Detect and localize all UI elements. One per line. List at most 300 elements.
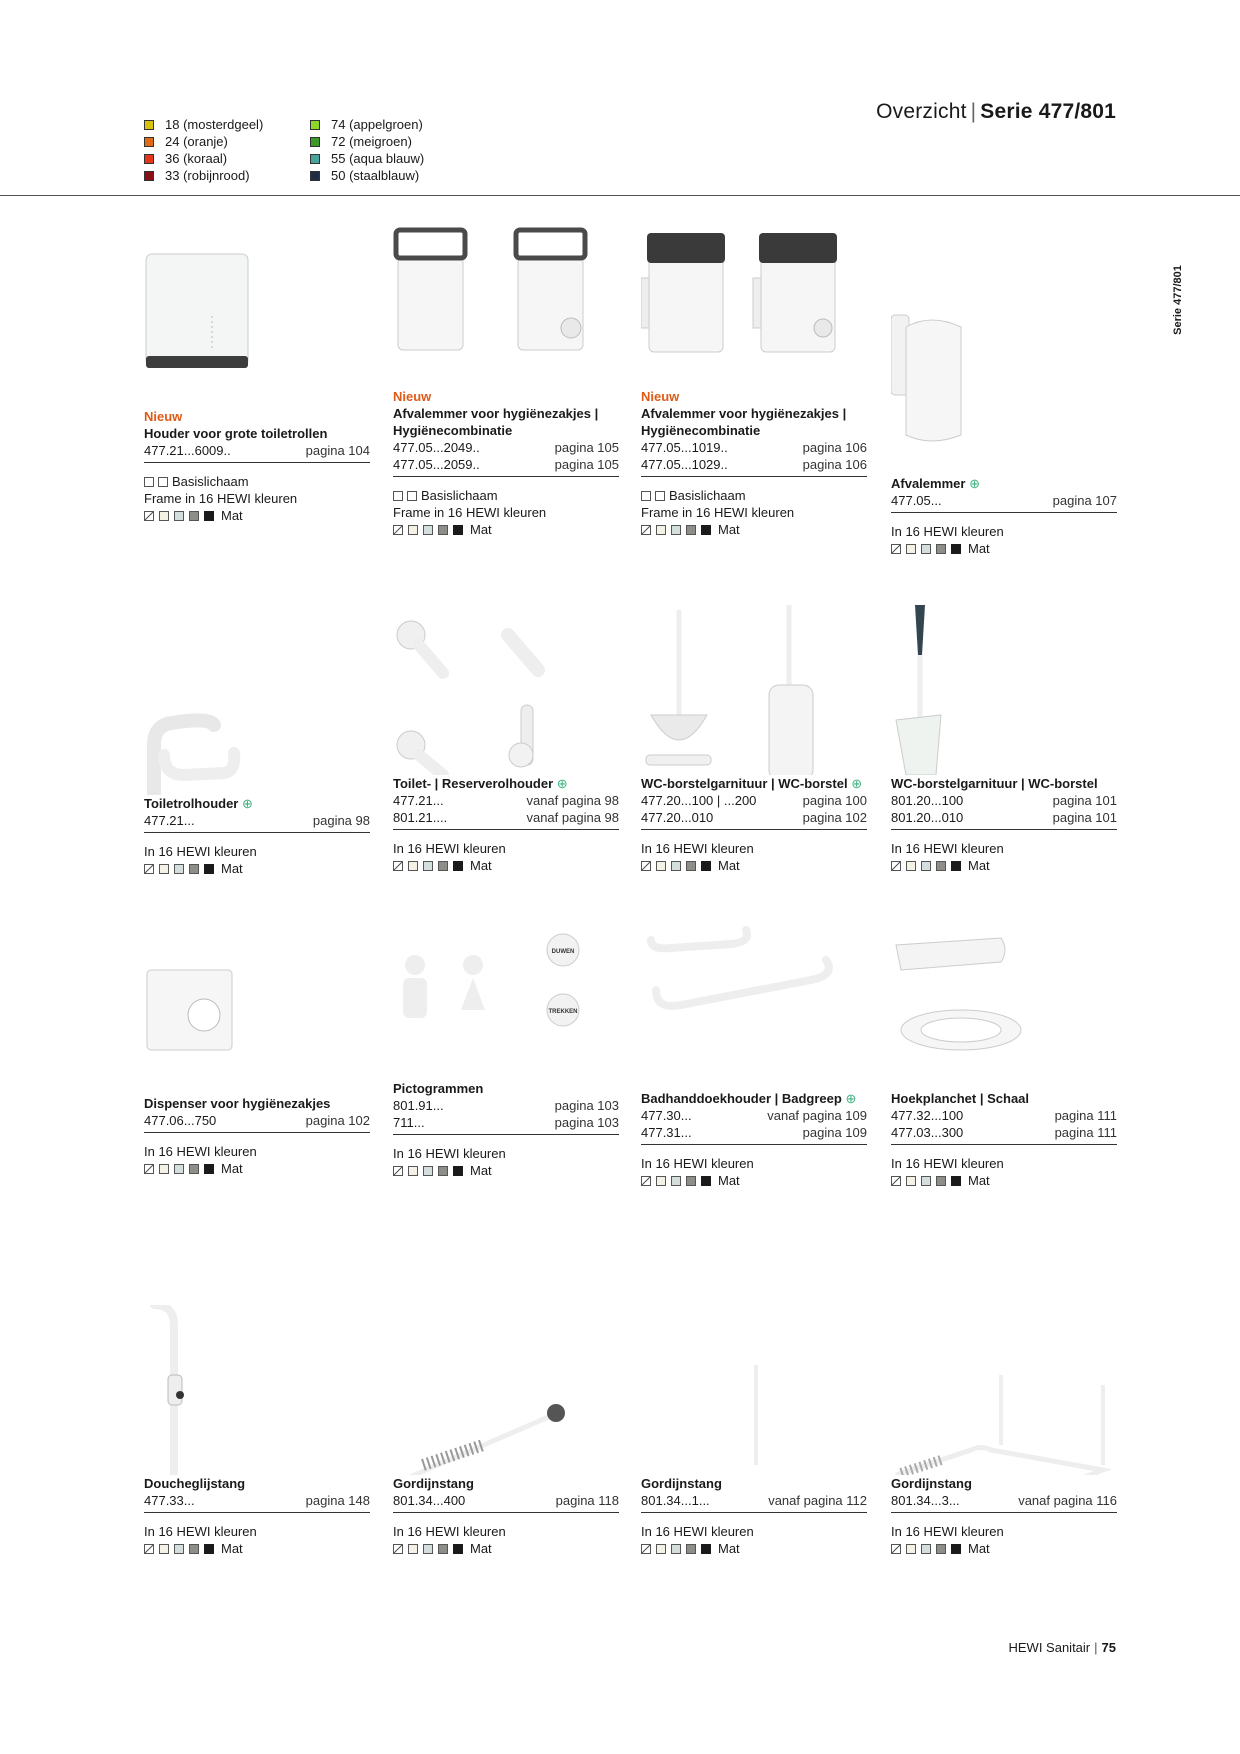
swatch-label: Mat <box>718 522 740 537</box>
product-card <box>144 238 370 524</box>
finish-swatches <box>144 1540 370 1557</box>
swatch-appelgroen <box>310 120 320 130</box>
product-info <box>144 473 370 524</box>
product-refs <box>393 1097 619 1135</box>
product-title: Toilet- | Reserverolhouder ⊕ <box>393 776 568 791</box>
product-info <box>891 1523 1117 1557</box>
product-ref <box>144 1492 370 1509</box>
product-image <box>641 1305 867 1475</box>
product-ref <box>891 1124 1117 1141</box>
page-reference: pagina 107 <box>1052 493 1117 508</box>
product-title: Houder voor grote toiletrollen <box>144 426 328 441</box>
swatch-label: Mat <box>718 858 740 873</box>
swatch-white-icon <box>655 491 665 501</box>
page-reference: vanaf pagina 109 <box>767 1108 867 1123</box>
page-reference: vanaf pagina 98 <box>526 810 619 825</box>
finish-swatches <box>641 857 867 874</box>
product-ref <box>641 809 867 826</box>
page-reference: pagina 100 <box>802 793 867 808</box>
info-line-1: In 16 HEWI kleuren <box>641 1156 754 1171</box>
article-number: 477.21...6009.. <box>144 443 231 458</box>
article-number: 477.21... <box>393 793 444 808</box>
page-reference: pagina 101 <box>1052 810 1117 825</box>
finish-swatches <box>144 507 370 524</box>
swatch-cream-icon <box>159 1544 169 1554</box>
product-ref <box>641 1107 867 1124</box>
page-reference: pagina 102 <box>802 810 867 825</box>
page-footer: HEWI Sanitair | 75 <box>1008 1640 1116 1655</box>
swatch-label: Mat <box>470 522 492 537</box>
info-line-1: In 16 HEWI kleuren <box>891 841 1004 856</box>
finish-swatches <box>393 857 619 874</box>
product-image <box>891 605 1117 775</box>
product-info <box>393 487 619 538</box>
page-reference: vanaf pagina 116 <box>1018 1493 1117 1508</box>
page-title: Overzicht | Serie 477/801 <box>876 100 1116 123</box>
article-number: 477.05...1019.. <box>641 440 728 455</box>
swatch-grey-icon <box>189 1544 199 1554</box>
article-number: 801.34...400 <box>393 1493 466 1508</box>
swatch-cream-icon <box>906 1176 916 1186</box>
product-ref <box>144 812 370 829</box>
product-title: Dispenser voor hygiënezakjes <box>144 1096 331 1111</box>
article-number: 477.05... <box>891 493 942 508</box>
swatch-black-icon <box>951 1176 961 1186</box>
swatch-cream-icon <box>408 1166 418 1176</box>
product-info <box>144 1523 370 1557</box>
swatch-grey-icon <box>438 1544 448 1554</box>
swatch-none-icon <box>641 1544 651 1554</box>
product-ref <box>144 442 370 459</box>
product-card <box>393 910 619 1179</box>
svg-text:DUWEN: DUWEN <box>551 949 575 955</box>
swatch-black-icon <box>204 864 214 874</box>
new-badge: Nieuw <box>393 389 432 404</box>
swatch-none-icon <box>393 525 403 535</box>
info-line-1: In 16 HEWI kleuren <box>393 1524 506 1539</box>
product-title: Gordijnstang <box>393 1476 474 1491</box>
page-reference: pagina 109 <box>802 1125 867 1140</box>
swatch-black-icon <box>204 511 214 521</box>
color-legend-right <box>310 116 424 184</box>
product-card <box>393 218 619 538</box>
product-ref <box>891 1107 1117 1124</box>
swatch-ice-icon <box>921 861 931 871</box>
product-info <box>393 1145 619 1179</box>
article-number: 477.30... <box>641 1108 692 1123</box>
swatch-grey-icon <box>936 861 946 871</box>
article-number: 801.91... <box>393 1098 444 1113</box>
product-image <box>393 910 619 1080</box>
info-line-2: Frame in 16 HEWI kleuren <box>393 505 547 520</box>
swatch-mosterdgeel <box>144 120 154 130</box>
article-number: 801.21.... <box>393 810 448 825</box>
swatch-meigroen <box>310 137 320 147</box>
product-image <box>393 1305 619 1475</box>
product-image <box>144 625 370 795</box>
legend-item: 33 (robijnrood) <box>144 167 263 184</box>
swatch-none-icon <box>641 491 651 501</box>
product-refs <box>891 1107 1117 1145</box>
product-refs <box>641 1492 867 1513</box>
finish-swatches <box>144 860 370 877</box>
add-on-icon: ⊕ <box>851 776 863 791</box>
page-reference: pagina 98 <box>312 813 370 828</box>
swatch-cream-icon <box>408 1544 418 1554</box>
swatch-ice-icon <box>423 525 433 535</box>
product-ref <box>393 1097 619 1114</box>
finish-swatches <box>144 1160 370 1177</box>
swatch-aqua-blauw <box>310 154 320 164</box>
swatch-ice-icon <box>423 861 433 871</box>
finish-swatches <box>393 1540 619 1557</box>
product-ref <box>891 492 1117 509</box>
swatch-black-icon <box>701 525 711 535</box>
article-number: 477.31... <box>641 1125 692 1140</box>
product-card <box>641 1305 867 1557</box>
header-divider <box>0 195 1240 196</box>
legend-item: 74 (appelgroen) <box>310 116 424 133</box>
article-number: 477.32...100 <box>891 1108 964 1123</box>
swatch-none-icon <box>144 477 154 487</box>
swatch-black-icon <box>701 861 711 871</box>
swatch-white-icon <box>158 477 168 487</box>
product-info <box>891 1155 1117 1189</box>
article-number: 477.05...2049.. <box>393 440 480 455</box>
add-on-icon: ⊕ <box>556 776 568 791</box>
swatch-black-icon <box>453 861 463 871</box>
swatch-black-icon <box>453 525 463 535</box>
product-image <box>641 218 867 388</box>
swatch-white-icon <box>407 491 417 501</box>
swatch-black-icon <box>951 544 961 554</box>
product-refs <box>393 439 619 477</box>
product-ref <box>393 1492 619 1509</box>
product-card <box>393 605 619 874</box>
swatch-cream-icon <box>906 1544 916 1554</box>
swatch-black-icon <box>453 1544 463 1554</box>
product-ref <box>891 1492 1117 1509</box>
finish-swatches <box>641 1540 867 1557</box>
swatch-ice-icon <box>174 1164 184 1174</box>
swatch-none-icon <box>891 1176 901 1186</box>
page-reference: vanaf pagina 112 <box>768 1493 867 1508</box>
product-image <box>393 218 619 388</box>
article-number: 711... <box>393 1115 425 1130</box>
article-number: 477.33... <box>144 1493 195 1508</box>
info-line-2: Frame in 16 HEWI kleuren <box>641 505 795 520</box>
swatch-grey-icon <box>189 1164 199 1174</box>
swatch-label: Mat <box>968 1541 990 1556</box>
swatch-label: Mat <box>718 1173 740 1188</box>
product-info <box>144 1143 370 1177</box>
product-card <box>891 920 1117 1189</box>
swatch-ice-icon <box>174 511 184 521</box>
swatch-black-icon <box>701 1176 711 1186</box>
legend-item: 36 (koraal) <box>144 150 263 167</box>
swatch-grey-icon <box>189 864 199 874</box>
product-image <box>144 1305 370 1475</box>
swatch-black-icon <box>453 1166 463 1176</box>
swatch-label: Mat <box>968 1173 990 1188</box>
legend-item: 24 (oranje) <box>144 133 263 150</box>
product-ref <box>891 809 1117 826</box>
info-line-1: In 16 HEWI kleuren <box>393 1146 506 1161</box>
info-line-1: In 16 HEWI kleuren <box>641 841 754 856</box>
swatch-black-icon <box>951 861 961 871</box>
swatch-ice-icon <box>174 1544 184 1554</box>
info-line-1: In 16 HEWI kleuren <box>891 1524 1004 1539</box>
swatch-label: Mat <box>968 858 990 873</box>
swatch-black-icon <box>951 1544 961 1554</box>
swatch-none-icon <box>144 864 154 874</box>
swatch-none-icon <box>641 1176 651 1186</box>
page-reference: pagina 105 <box>554 440 619 455</box>
swatch-none-icon <box>393 1544 403 1554</box>
product-info <box>641 1523 867 1557</box>
product-title: Toiletrolhouder ⊕ <box>144 796 253 811</box>
swatch-grey-icon <box>686 525 696 535</box>
page-reference: pagina 103 <box>554 1098 619 1113</box>
article-number: 801.20...010 <box>891 810 964 825</box>
page-reference: pagina 148 <box>305 1493 370 1508</box>
swatch-none-icon <box>641 861 651 871</box>
swatch-label: Mat <box>470 1163 492 1178</box>
info-line-1: Basislichaam <box>641 487 867 504</box>
info-line-1: Basislichaam <box>393 487 619 504</box>
product-info <box>891 840 1117 874</box>
page-reference: pagina 105 <box>554 457 619 472</box>
swatch-label: Mat <box>221 1541 243 1556</box>
swatch-ice-icon <box>423 1166 433 1176</box>
finish-swatches <box>891 540 1117 557</box>
product-refs <box>144 1492 370 1513</box>
product-image <box>393 605 619 775</box>
product-image <box>641 920 867 1090</box>
product-title: WC-borstelgarnituur | WC-borstel ⊕ <box>641 776 863 791</box>
info-line-1: In 16 HEWI kleuren <box>144 844 257 859</box>
product-card <box>144 1305 370 1557</box>
product-ref <box>144 1112 370 1129</box>
swatch-none-icon <box>144 1164 154 1174</box>
product-refs <box>891 492 1117 513</box>
swatch-none-icon <box>144 1544 154 1554</box>
product-image <box>891 305 1117 475</box>
product-ref <box>641 456 867 473</box>
product-ref <box>641 1124 867 1141</box>
product-ref <box>393 809 619 826</box>
swatch-black-icon <box>204 1544 214 1554</box>
swatch-ice-icon <box>423 1544 433 1554</box>
info-line-1: In 16 HEWI kleuren <box>641 1524 754 1539</box>
page-reference: pagina 106 <box>802 440 867 455</box>
product-ref <box>393 792 619 809</box>
swatch-label: Mat <box>221 861 243 876</box>
product-ref <box>641 1492 867 1509</box>
swatch-none-icon <box>393 1166 403 1176</box>
product-card <box>891 305 1117 557</box>
finish-swatches <box>891 857 1117 874</box>
swatch-grey-icon <box>438 861 448 871</box>
swatch-label: Mat <box>221 1161 243 1176</box>
product-title: Afvalemmer voor hygiënezakjes | Hygiënecombinatie <box>641 406 847 438</box>
page-reference: pagina 104 <box>305 443 370 458</box>
swatch-cream-icon <box>408 525 418 535</box>
swatch-grey-icon <box>936 1544 946 1554</box>
product-title: Hoekplanchet | Schaal <box>891 1091 1030 1106</box>
product-title: WC-borstelgarnituur | WC-borstel <box>891 776 1098 791</box>
swatch-cream-icon <box>656 525 666 535</box>
svg-text:TREKKEN: TREKKEN <box>548 1009 578 1015</box>
add-on-icon: ⊕ <box>969 476 980 491</box>
article-number: 477.20...100 | ...200 <box>641 793 757 808</box>
page-reference: pagina 101 <box>1052 793 1117 808</box>
product-info <box>641 1155 867 1189</box>
swatch-ice-icon <box>671 1544 681 1554</box>
add-on-icon: ⊕ <box>242 796 253 811</box>
product-refs <box>144 812 370 833</box>
product-refs <box>641 1107 867 1145</box>
legend-item: 18 (mosterdgeel) <box>144 116 263 133</box>
swatch-none-icon <box>641 525 651 535</box>
finish-swatches <box>641 521 867 538</box>
swatch-ice-icon <box>671 861 681 871</box>
swatch-cream-icon <box>408 861 418 871</box>
product-ref <box>891 792 1117 809</box>
legend-item: 72 (meigroen) <box>310 133 424 150</box>
page-reference: vanaf pagina 98 <box>526 793 619 808</box>
product-card <box>891 1305 1117 1557</box>
product-refs <box>144 442 370 463</box>
swatch-cream-icon <box>159 1164 169 1174</box>
product-title: Gordijnstang <box>891 1476 972 1491</box>
page-reference: pagina 106 <box>802 457 867 472</box>
swatch-cream-icon <box>906 861 916 871</box>
swatch-ice-icon <box>921 1544 931 1554</box>
swatch-grey-icon <box>686 861 696 871</box>
product-info <box>144 843 370 877</box>
legend-item: 50 (staalblauw) <box>310 167 424 184</box>
product-image <box>891 920 1117 1090</box>
page-reference: pagina 111 <box>1054 1125 1117 1140</box>
page-reference: pagina 118 <box>555 1493 619 1508</box>
info-line-1: Basislichaam <box>144 473 370 490</box>
swatch-label: Mat <box>718 1541 740 1556</box>
product-info <box>641 487 867 538</box>
swatch-ice-icon <box>921 1176 931 1186</box>
swatch-ice-icon <box>921 544 931 554</box>
article-number: 477.05...2059.. <box>393 457 480 472</box>
product-refs <box>393 1492 619 1513</box>
product-refs <box>144 1112 370 1133</box>
swatch-none-icon <box>891 544 901 554</box>
swatch-none-icon <box>393 861 403 871</box>
product-image <box>144 925 370 1095</box>
finish-swatches <box>393 521 619 538</box>
article-number: 801.34...1... <box>641 1493 710 1508</box>
swatch-ice-icon <box>671 1176 681 1186</box>
product-card <box>641 605 867 874</box>
finish-swatches <box>891 1540 1117 1557</box>
finish-swatches <box>891 1172 1117 1189</box>
finish-swatches <box>641 1172 867 1189</box>
product-image <box>144 238 370 408</box>
swatch-staalblauw <box>310 171 320 181</box>
swatch-grey-icon <box>438 1166 448 1176</box>
swatch-label: Mat <box>968 541 990 556</box>
product-title: Pictogrammen <box>393 1081 484 1096</box>
article-number: 477.06...750 <box>144 1113 217 1128</box>
product-info <box>393 840 619 874</box>
swatch-cream-icon <box>656 1544 666 1554</box>
swatch-none-icon <box>393 491 403 501</box>
product-card <box>891 605 1117 874</box>
info-line-1: In 16 HEWI kleuren <box>393 841 506 856</box>
swatch-cream-icon <box>656 861 666 871</box>
article-number: 477.03...300 <box>891 1125 964 1140</box>
swatch-ice-icon <box>671 525 681 535</box>
swatch-ice-icon <box>174 864 184 874</box>
product-card <box>641 920 867 1189</box>
info-line-1: In 16 HEWI kleuren <box>891 524 1004 539</box>
product-ref <box>393 439 619 456</box>
product-title: Gordijnstang <box>641 1476 722 1491</box>
page-reference: pagina 111 <box>1054 1108 1117 1123</box>
new-badge: Nieuw <box>144 409 183 424</box>
product-ref <box>393 1114 619 1131</box>
product-info <box>891 523 1117 557</box>
info-line-1: In 16 HEWI kleuren <box>144 1524 257 1539</box>
product-refs <box>641 792 867 830</box>
swatch-grey-icon <box>936 1176 946 1186</box>
article-number: 477.05...1029.. <box>641 457 728 472</box>
swatch-robijnrood <box>144 171 154 181</box>
product-refs <box>641 439 867 477</box>
product-card <box>393 1305 619 1557</box>
article-number: 477.20...010 <box>641 810 714 825</box>
product-card <box>144 925 370 1177</box>
product-card <box>144 625 370 877</box>
swatch-grey-icon <box>686 1544 696 1554</box>
side-series-label: Serie 477/801 <box>1172 265 1184 335</box>
product-refs <box>891 1492 1117 1513</box>
swatch-cream-icon <box>159 511 169 521</box>
swatch-grey-icon <box>936 544 946 554</box>
swatch-cream-icon <box>656 1176 666 1186</box>
product-title: Afvalemmer voor hygiënezakjes | Hygiënecombinatie <box>393 406 599 438</box>
color-legend-left <box>144 116 263 184</box>
swatch-black-icon <box>204 1164 214 1174</box>
article-number: 477.21... <box>144 813 195 828</box>
swatch-none-icon <box>891 861 901 871</box>
swatch-grey-icon <box>438 525 448 535</box>
new-badge: Nieuw <box>641 389 680 404</box>
swatch-grey-icon <box>686 1176 696 1186</box>
product-card <box>641 218 867 538</box>
swatch-cream-icon <box>159 864 169 874</box>
info-line-1: In 16 HEWI kleuren <box>891 1156 1004 1171</box>
swatch-label: Mat <box>470 1541 492 1556</box>
product-refs <box>393 792 619 830</box>
swatch-koraal <box>144 154 154 164</box>
product-ref <box>641 792 867 809</box>
swatch-cream-icon <box>906 544 916 554</box>
product-title: Badhanddoekhouder | Badgreep ⊕ <box>641 1091 857 1106</box>
swatch-oranje <box>144 137 154 147</box>
swatch-none-icon <box>891 1544 901 1554</box>
info-line-2: Frame in 16 HEWI kleuren <box>144 491 298 506</box>
article-number: 801.20...100 <box>891 793 964 808</box>
